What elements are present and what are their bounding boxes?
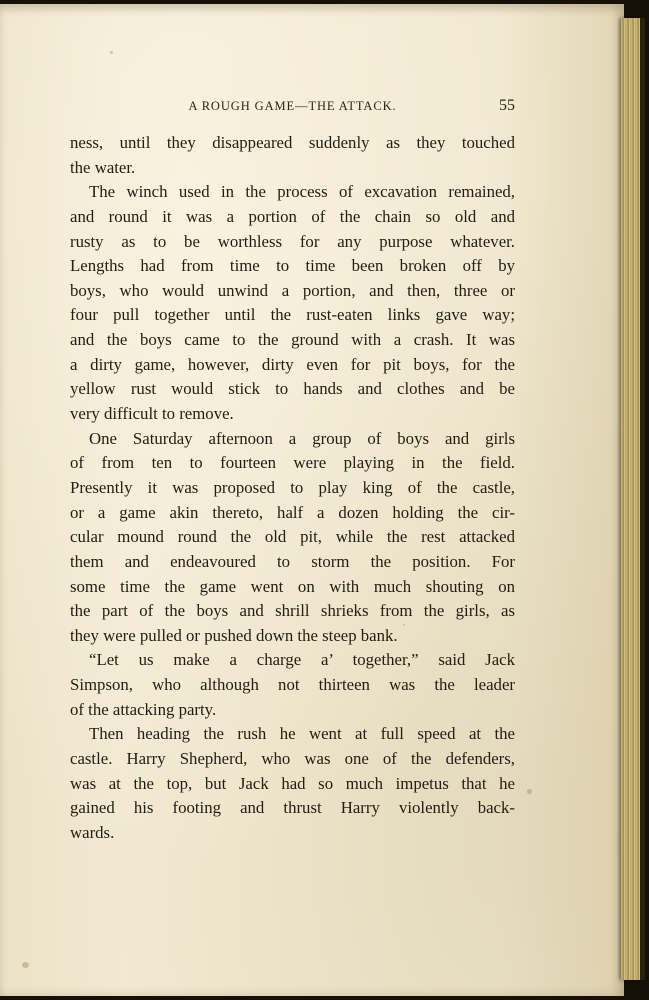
text-line: the water. [70, 157, 136, 177]
text-line: a dirty game, however, dirty even for pit boys, for the [70, 354, 515, 374]
text-line: some time the game went on with much shouting on [70, 576, 515, 596]
text-line: rusty as to be worthless for any purpose whatever. [70, 231, 515, 251]
text-line: ness, until they disappeared suddenly as they touched [70, 133, 515, 152]
text-line: was at the top, but Jack had so much impetus that he [70, 773, 515, 793]
paper-speck [22, 962, 29, 968]
text-line: or a game akin thereto, half a dozen holding the cir- [70, 502, 515, 522]
page-paper [0, 4, 624, 996]
text-line: Lengths had from time to time been broken off by [70, 256, 515, 276]
text-line: of the attacking party. [70, 699, 217, 719]
text-line: them and endeavoured to storm the position. For [70, 551, 515, 571]
text-line: gained his footing and thrust Harry violently back- [70, 798, 515, 818]
text-line: Presently it was proposed to play king of the castle, [70, 477, 515, 497]
text-line: “Let us make a charge a’ together,” said Jack [89, 650, 515, 670]
text-line: very difficult to remove. [70, 404, 234, 424]
text-line: they were pulled or pushed down the steep bank. [70, 625, 398, 645]
text-line: castle. Harry Shepherd, who was one of the defenders, [70, 749, 515, 769]
text-line: and the boys came to the ground with a crash. It was [70, 330, 515, 350]
text-line: of from ten to fourteen were playing in the field. [70, 453, 515, 473]
text-line: The winch used in the process of excavation remained, [89, 182, 515, 202]
text-line: the part of the boys and shrill shrieks from the girls, as [70, 601, 515, 621]
text-line: four pull together until the rust-eaten links gave way; [70, 305, 515, 325]
page-header [70, 97, 515, 117]
paper-speck [527, 789, 532, 794]
page-edges [621, 18, 645, 980]
text-line: One Saturday afternoon a group of boys and girls [89, 428, 515, 448]
text-line: wards. [70, 822, 115, 842]
text-line: cular mound round the old pit, while the rest attacked [70, 527, 515, 547]
text-line: Simpson, who although not thirteen was the leader [70, 675, 515, 695]
text-line: boys, who would unwind a portion, and then, three or [70, 280, 515, 300]
paper-speck [110, 51, 113, 54]
text-line: yellow rust would stick to hands and clothes and be [70, 379, 515, 399]
text-line: Then heading the rush he went at full speed at the [89, 724, 515, 744]
page-number: 55 [499, 97, 515, 114]
body-text [70, 131, 515, 846]
running-head: A ROUGH GAME—THE ATTACK. [188, 99, 397, 113]
text-line: and round it was a portion of the chain so old and [70, 206, 515, 226]
